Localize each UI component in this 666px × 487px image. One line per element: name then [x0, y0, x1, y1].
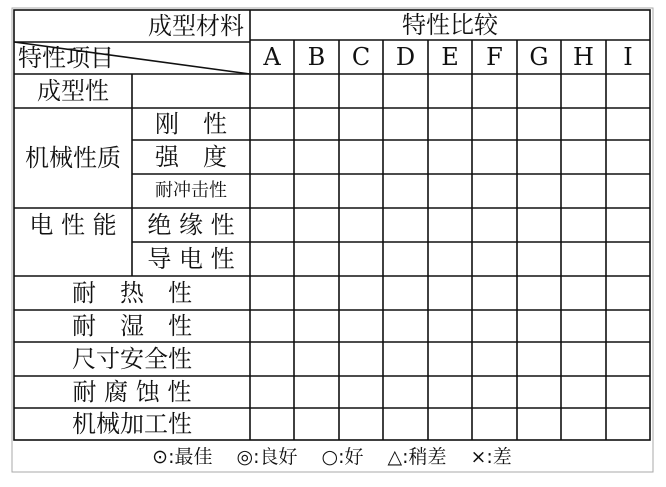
header-item: 特性项目	[18, 44, 114, 72]
row-label-electrical: 电 性 能	[29, 211, 117, 239]
column-c: C	[351, 43, 371, 71]
column-e: E	[441, 43, 459, 71]
row-label-corrosion: 耐 腐 蚀 性	[72, 378, 192, 406]
legend-poor: ×:差	[470, 445, 512, 468]
row-label-conductivity: 导 电 性	[147, 245, 235, 273]
legend-ok: ○:好	[321, 445, 364, 468]
header-material: 成型材料	[148, 12, 244, 40]
legend-good: ◎:良好	[236, 445, 298, 468]
row-label-insulation: 绝 缘 性	[147, 211, 235, 239]
legend-best: ⊙:最佳	[152, 445, 213, 468]
column-d: D	[395, 43, 416, 71]
header-compare: 特性比较	[402, 11, 498, 39]
row-label-impact: 耐冲击性	[155, 180, 227, 201]
row-label-rigidity: 刚 性	[155, 110, 227, 138]
legend-fair: △:稍差	[387, 445, 447, 468]
column-f: F	[486, 43, 503, 71]
row-label-strength: 强 度	[155, 143, 227, 171]
row-label-machining: 机械加工性	[72, 410, 192, 438]
row-label-molding: 成型性	[37, 77, 109, 105]
row-label-mechanical: 机械性质	[25, 144, 121, 172]
row-label-moisture: 耐 湿 性	[72, 312, 192, 340]
column-h: H	[573, 43, 594, 71]
column-b: B	[307, 43, 326, 71]
column-g: G	[529, 43, 549, 71]
column-i: I	[623, 43, 633, 71]
row-label-dimension: 尺寸安全性	[72, 345, 192, 373]
row-label-heat: 耐 热 性	[72, 279, 192, 307]
column-a: A	[263, 43, 281, 71]
legend	[14, 440, 650, 470]
